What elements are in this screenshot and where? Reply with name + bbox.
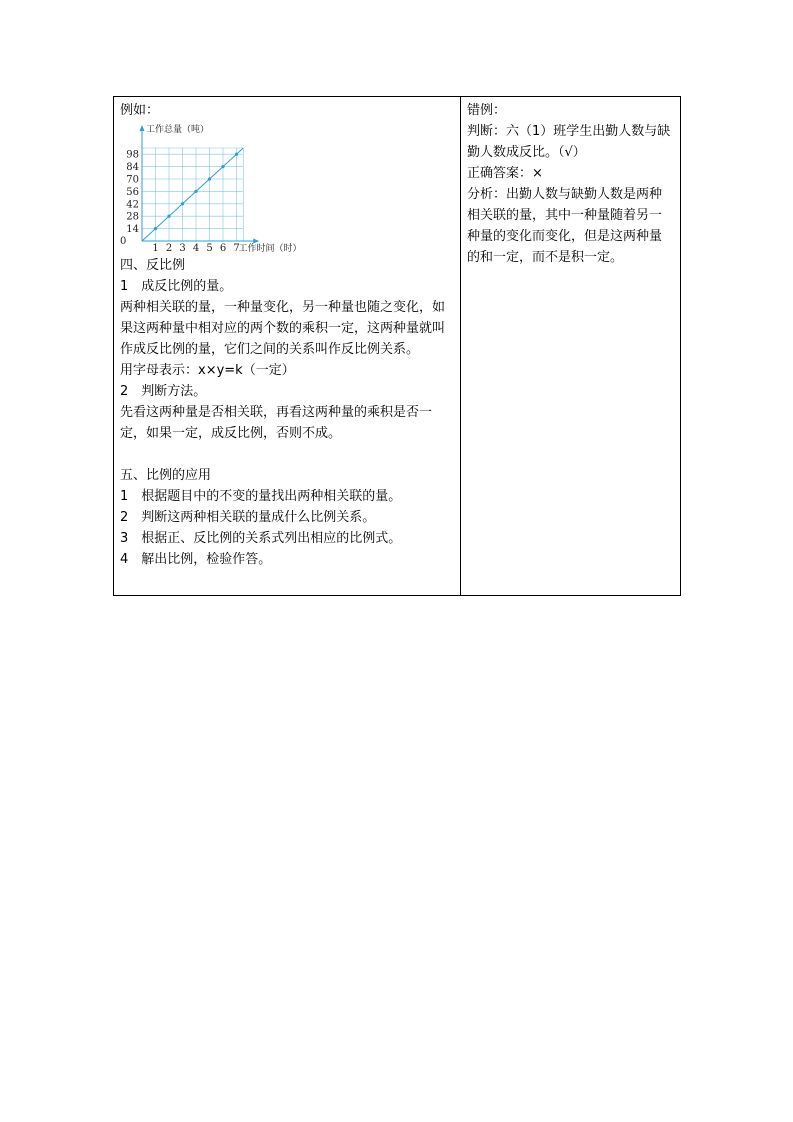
x-tick-label: 6	[219, 243, 227, 253]
data-point	[181, 202, 184, 205]
series-line	[142, 148, 243, 241]
chart-axes	[140, 125, 260, 244]
x-tick-label: 4	[192, 243, 200, 253]
s4-formula: 用字母表示：x×y=k（一定）	[120, 363, 295, 378]
y-tick-label: 70	[126, 174, 139, 186]
section5-title: 五、比例的应用	[120, 468, 212, 483]
chart-labels	[120, 123, 302, 253]
s5-item: 2 判断这两种相关联的量成什么比例关系。	[120, 510, 376, 525]
s5-item: 3 根据正、反比例的关系式列出相应的比例式。	[120, 531, 402, 546]
blank-line	[120, 444, 454, 465]
y-axis-arrow	[140, 125, 145, 131]
data-point	[167, 215, 170, 218]
judge-statement: 判断：六（1）班学生出勤人数与缺勤人数成反比。（√）	[467, 124, 671, 160]
content-table	[113, 96, 681, 596]
s4-item1: 1 成反比例的量。	[120, 279, 233, 294]
left-cell	[114, 97, 461, 595]
y-tick-label: 28	[126, 211, 139, 223]
s4-para1: 两种相关联的量，一种量变化，另一种量也随之变化，如果这两种量中相对应的两个数的乘积一定，这两种量就叫作成反比例的量，它们之间的关系叫作反比例关系。	[120, 300, 446, 357]
y-tick-label: 42	[126, 199, 139, 211]
y-tick-label: 84	[126, 162, 139, 174]
x-tick-label: 5	[206, 243, 213, 253]
wrong-example-title: 错例：	[467, 103, 507, 118]
x-axis-arrow	[253, 239, 259, 244]
right-cell	[461, 97, 680, 595]
example-label: 例如：	[120, 103, 160, 118]
chart-svg	[120, 123, 330, 253]
s4-item2: 2 判断方法。	[120, 384, 207, 399]
data-point	[235, 153, 238, 156]
direct-proportion-chart	[120, 123, 330, 253]
x-tick-label: 7	[233, 243, 240, 253]
y-tick-label: 98	[126, 149, 139, 161]
analysis-text: 分析：出勤人数与缺勤人数是两种相关联的量，其中一种量随着另一种量的变化而变化，但是这两种量的和一定，而不是积一定。	[467, 187, 663, 265]
data-point	[194, 190, 197, 193]
x-axis-title: 工作时间（时）	[238, 244, 302, 253]
y-axis-title: 工作总量（吨）	[146, 125, 210, 135]
x-tick-label: 2	[165, 243, 173, 253]
s5-item: 4 解出比例，检验作答。	[120, 552, 272, 567]
s5-item: 1 根据题目中的不变的量找出两种相关联的量。	[120, 489, 402, 504]
origin-label: 0	[120, 236, 127, 247]
data-point	[208, 177, 211, 180]
y-tick-label: 56	[126, 186, 139, 198]
data-point	[154, 227, 157, 230]
data-point	[221, 165, 224, 168]
x-tick-label: 1	[152, 243, 159, 253]
correct-answer: 正确答案：×	[467, 166, 543, 181]
y-tick-label: 14	[126, 224, 139, 236]
s4-para2: 先看这两种量是否相关联，再看这两种量的乘积是否一定，如果一定，成反比例，否则不成。	[120, 405, 433, 441]
section4-title: 四、反比例	[120, 258, 186, 273]
x-tick-label: 3	[179, 243, 186, 253]
